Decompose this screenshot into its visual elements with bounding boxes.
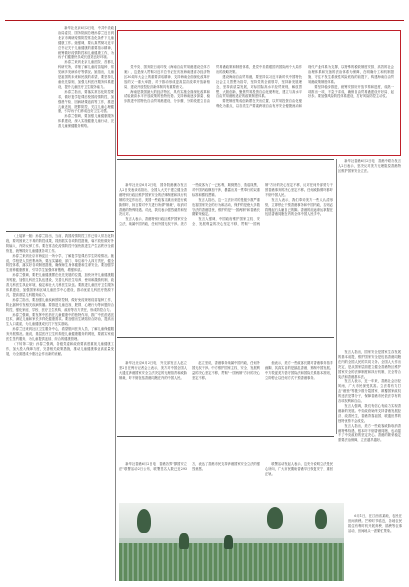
masthead-rule <box>5 20 404 21</box>
rice-seedling-photo <box>119 503 344 581</box>
article-left <box>6 25 114 230</box>
article-left-body-bottom: （上接第一版）孙春兰指出，当前，我国疫情防控工作已转入常态化阶段，要巩固来之不易的防控成果，抓细抓实各项防控措施，毫不放松做好外防输入、内防反弹工作。要在常态化疫情防控中加快推进生产生活秩序全面恢复，统筹抓好儿童健康各项工作。 孙春兰来到北京市海淀区一所小学，了解复学复课后学生防疫情况。她说，学校是人员密集场所，要压实属地、部门、单位和个人四方责任，健全防控体系，落实好各项制度措施，确保师生身体健康和生命安全。要加强学生营养健康教育，引导学生加强体育锻炼，增强体质。 孙春兰强调，要把儿童健康摆在优先发展的位置，加快补齐儿童健康服务短板，加强儿科医生队伍建设，完善儿科医生培养、使用和激励机制，改善儿科医生执业环境，稳定和壮大儿科医生队伍。要推进儿童医疗卫生服务体系建设，加强国家和区域儿童医学中心建设，推动优质儿科医疗资源下沉，提高基层儿科服务能力。 孙春兰指出，要加强儿童疾病预防控制，做好免疫规划疫苗接种工作，防止漏种引发相关疾病传播。要推进儿童近视、肥胖、心理行为等问题综合防控，强化家庭、学校、医疗卫生机构、政府等各方责任，形成防控合力。 孙春兰强调，要发挥中医药在儿童健康中的独特作用，推广中医药适宜技术，满足儿童和家长多样化健康需求。要加强出生缺陷综合防治，提高出生人口素质，为儿童健康成长打下坚实基础。 孙春兰还来到社区卫生服务中心，看望慰问医务人员，了解儿童保健服务开展情况。她说，基层医疗卫生机构是儿童健康服务的网底，要做实家庭医生签约服务，为儿童提供连续、综合的健康管理。 （下转第二版）孙春兰强调，各级党委和政府要高度重视儿童健康工作，加大投入保障力度，完善相关政策措施，推动儿童健康事业高质量发展，为全面建成小康社会作出新的贡献。 <box>6 234 114 356</box>
feature-body: 党中央、国务院日前印发《海南自由贸易港建设总体方案》，这是深入贯彻习近平总书记在庆祝海南建省办经济特区30周年大会上的重要讲话精神、支持海南全面深化改革开放的又一重大举措，对于推动形成更高层次改革开放新格局、建设开放型经济新体制具有重要意义。 海南是我国最大的经济特区，具有实施全面深化改革和试验最高水平开放政策的独特优势。支持海南逐步探索、稳步推进中国特色自由贸易港建设，分步骤、分阶段建立自由贸易港政策和制度体系，是党中央着眼国内国际两个大局作出的战略决策。 建设海南自由贸易港，要坚持以习近平新时代中国特色社会主义思想为指导，坚持党的全面领导，坚持新发展理念，坚持高质量发展，对标国际高水平经贸规则，解放思想、大胆创新，聚焦贸易投资自由化便利化，建立与高水平自由贸易港相适应的政策制度体系。 要把制度集成创新摆在突出位置，以贸易投资自由化便利化为重点，以各类生产要素跨境自由有序安全便捷流动和现代产业体系为支撑，以特殊的税收制度安排、高效的社会治理体系和完备的法治体系为保障，在明确分工和机制措施、守住不发生系统性风险底线的前提下，构建海南自由贸易港政策制度体系。 要坚持稳步推进，统筹安排好开放节奏和进度，成熟一项推出一项，不急于求成，确保自由贸易港建设开好局、起好步。要加强风险防控体系建设，打好风险防控主动仗。 <box>124 65 394 109</box>
hk-commentary-body: 新华社北京6月2日电 国务院港澳办发言人2日发表谈话指出，全国人大关于建立健全香港特别行政区维护国家安全的法律制度和执行机制的决定作出后，美国一些政客又跳出来进行威胁恫吓，扬言要对中方进行所谓"制裁"，取消对香港的特殊待遇。对此，我们表示强烈谴责和坚决反对。 发言人表示，香港特别行政区维护国家安全立法，纯属中国内政，任何外国无权干涉。美方一些政客为了一己私利，颠倒黑白、造谣抹黑，对中国内政横加干涉，暴露出其一贯奉行的双重标准和霸权逻辑。 发言人指出，这一立法针对的是极少数严重危害国家安全的行为和活动，保护的是绝大多数守法的香港居民，维护的是"一国两制"和香港长期繁荣稳定。 发言人强调，中国政府维护国家主权、安全、发展利益的决心坚定不移，贯彻"一国两制"方针的决心坚定不移，反对任何外部势力干预香港事务的决心坚定不移。任何威胁恫吓都吓不倒中国人民。 发言人表示，我们奉劝美方一些人认清形势，立即停止干预香港事务和中国内政，否则必将搬起石头砸自己的脚。香港的前途命运掌握在包括香港同胞在内的全体中国人民手中。 <box>119 183 333 227</box>
petition-body: 新华社香港6月2日电 香港各界"撑国安立法"联署活动2日公布，联署签名人数已近293万，表达了香港市民支持涉港国家安全立法的强烈意愿。 联署活动发起人表示，这充分说明立法是民心所向，广大市民期盼香港早日恢复安宁、重回正轨。 <box>119 462 333 476</box>
section-divider <box>117 337 334 338</box>
section-divider <box>117 436 334 437</box>
feature-article-box <box>117 30 401 156</box>
fm-body: 新华社北京6月2日电 外交部发言人赵立坚2日在例行记者会上表示，美方对中国全国人大通过涉港国家安全立法决定的无理指责和威胁制裁，吓不倒包括香港同胞在内的中国人民。 赵立坚说，香港事务纯属中国内政，任何外国无权干涉。中方维护国家主权、安全、发展利益的决心坚定不移，贯彻"一国两制"方针的决心坚定不移。 他表示，美方一些政客长期对香港事务指手画脚，其真实目的是搞乱香港、遏制中国发展。中方敦促美方恪守国际法和国际关系基本准则，立即停止以任何方式干预香港事务。 <box>119 361 333 380</box>
hk-liaison-body-top: 新华社香港6月2日电 香港中联办发言人2日表示，坚决反对美方无理阻挠香港特区维护国家安全立法。 <box>338 159 401 173</box>
hk-liaison-body: 发言人指出，国家安全是国家生存发展的基本前提，维护国家安全是包括香港同胞在内的全国人民的共同义务。全国人大作出决定，是从国家层面建立健全香港特区维护国家安全的法律制度和执行机制，完全符合宪法和香港基本法。 发言人表示，近一年来，香港社会历经风雨，广大市民深受其害。立法将有力打击"港独"等极少数分裂国家、颠覆国家政权的违法犯罪分子，保障香港市民依法享有的各项权利和自由。 发言人强调，我们有信心有能力实现香港新的发展。中央政府始终支持香港发展经济、改善民生，香港背靠祖国、联通世界的独特优势不会改变。 发言人指出，美方一些政客威胁取消香港特殊待遇，根本吓不倒香港同胞，也动摇不了中央政府的坚定决心。香港的繁荣稳定需要法治保障，立法越早越好。 <box>338 350 401 443</box>
page-masthead <box>0 0 409 24</box>
article-left-body-top: 新华社北京6月2日电 中共中央政治局委员、国务院副总理孙春兰近日到北京市调研疫情防控常态化条件下儿童健康工作。她强调，要认真贯彻习近平总书记关于儿童健康的重要指示精神，统筹做好疫情防控和儿童健康工作，为孩子们健康快乐成长创造良好环境。 孙春兰来到北京儿童医院、首都儿科研究所，详细了解儿童疫苗接种、常见病多发病诊疗等情况。她指出，儿童是祖国的未来和民族的希望，要坚持儿童优先原则，加强儿科医疗服务体系建设，提升儿童医疗卫生服务能力。 孙春兰指出，要落实常态化防控要求，做好复学复课后校园疫情防控，加强晨午检、因病缺课追踪等工作，推进儿童近视、肥胖防控，关注儿童心理健康，引导孩子们养成良好卫生习惯。 孙春兰强调，要加强儿童健康服务体系建设，深入实施健康儿童行动，完善儿童保健服务网络。 <box>58 26 114 129</box>
section-divider <box>6 231 114 232</box>
column-rule <box>336 159 337 434</box>
photo-caption-body: 6月1日，在江西省某地，农民在田间育秧。芒种时节临近，各地农民抓住有利时机开展育秧、插秧等农事活动，田间地头一派繁忙景象。 <box>348 514 402 533</box>
section-divider <box>117 159 334 160</box>
column-rule <box>115 26 116 581</box>
